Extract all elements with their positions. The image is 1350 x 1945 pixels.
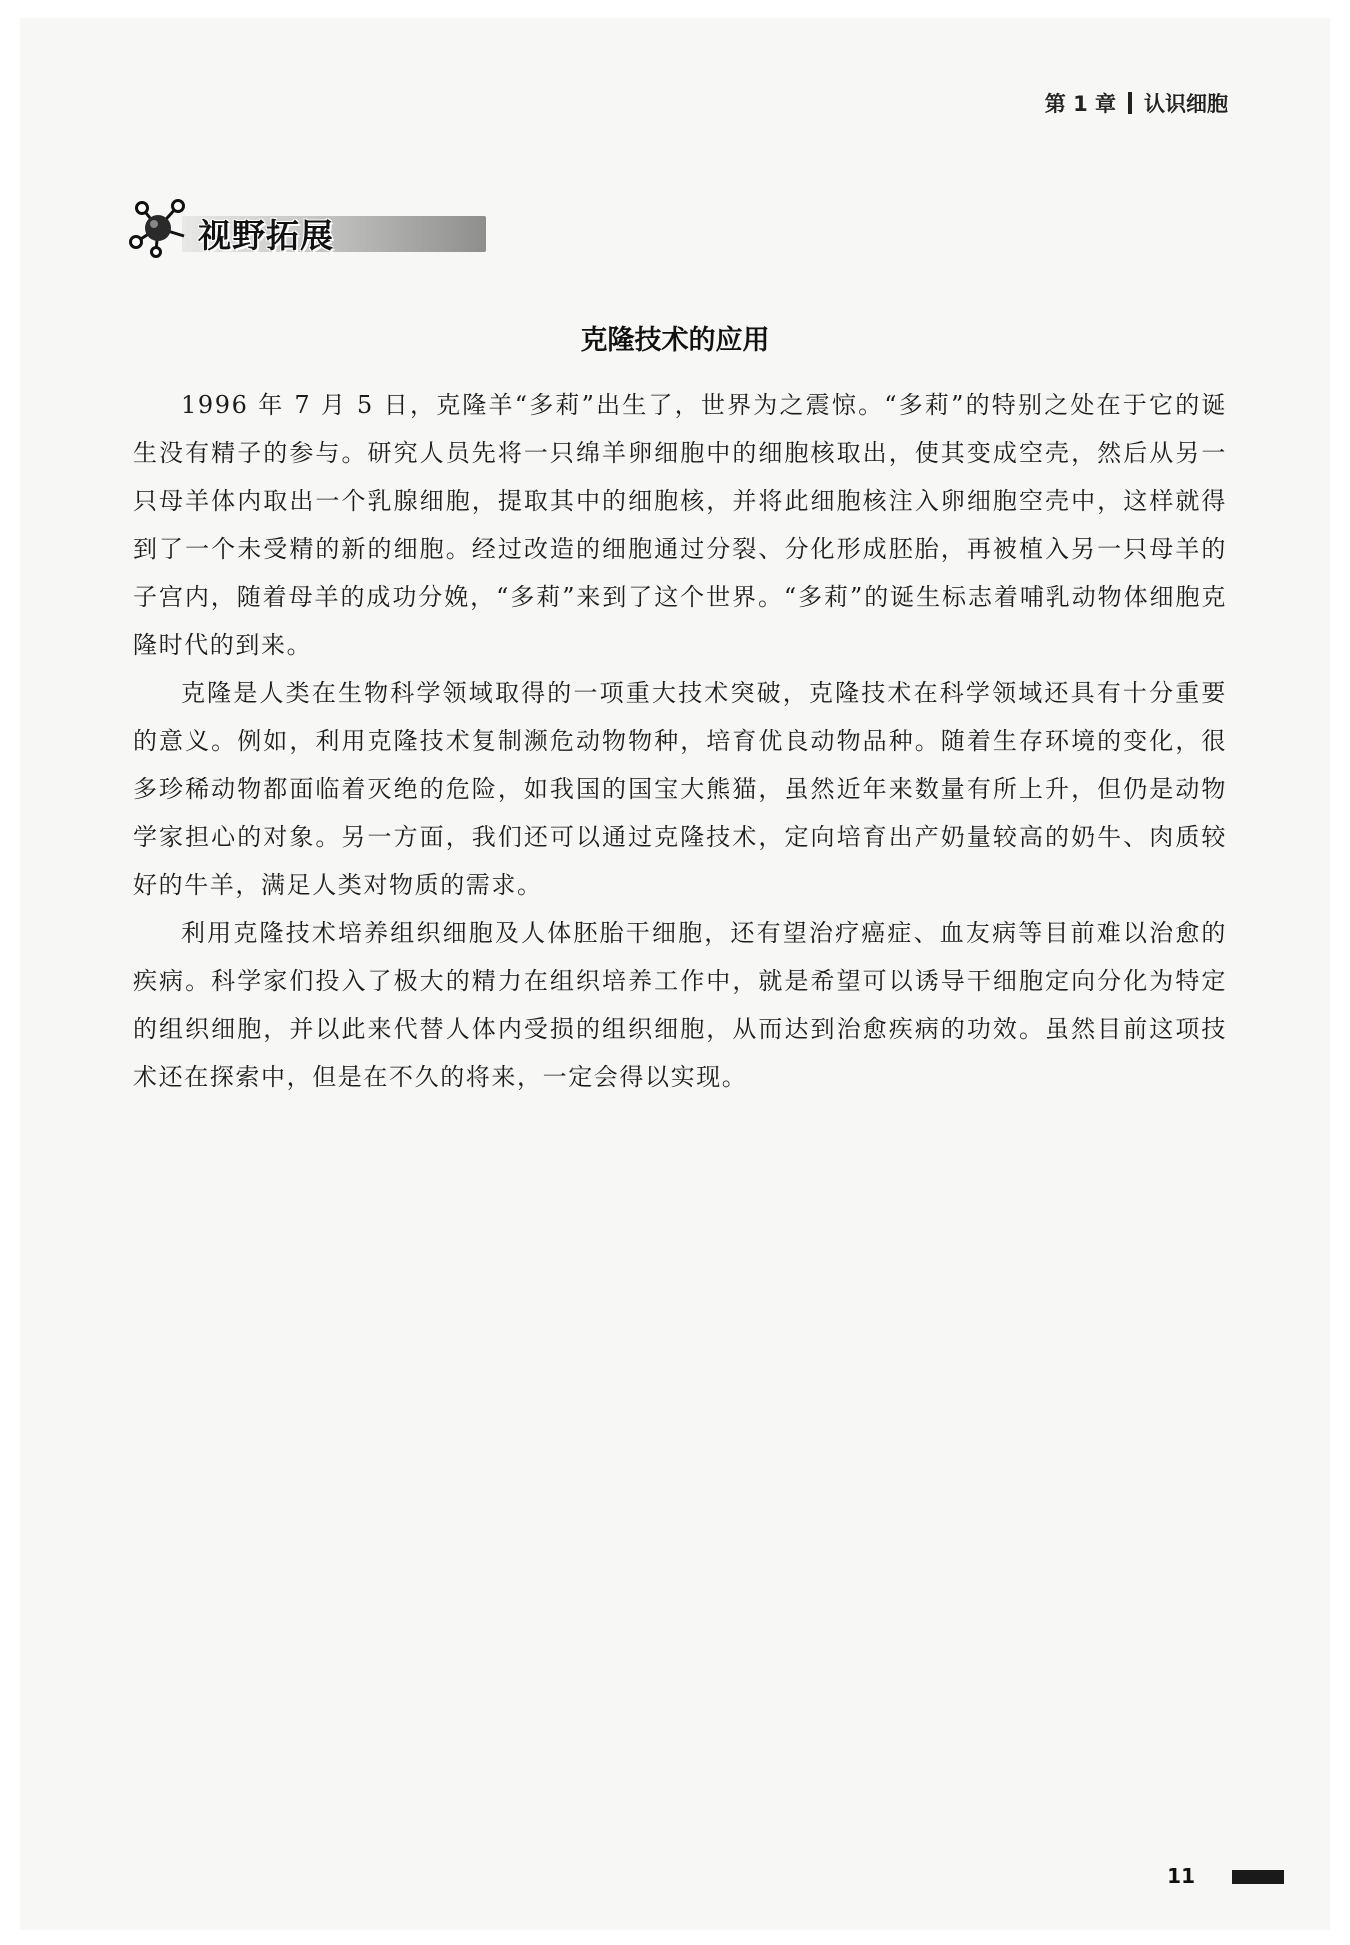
paragraph-medical: 利用克隆技术培养组织细胞及人体胚胎干细胞，还有望治疗癌症、血友病等目前难以治愈的疾病。科学家们投入了极大的精力在组织培养工作中，就是希望可以诱导干细胞定向分化为特定的组织细胞，并以此来代替人体内受损的组织细胞，从而达到治愈疾病的功效。虽然目前这项技术还在探索中，但是在不久的将来，一定会得以实现。 (133, 919, 1227, 1091)
page-number-bar (1232, 1870, 1284, 1884)
section-badge (128, 196, 368, 258)
running-header (1045, 88, 1228, 118)
molecule-icon (128, 196, 208, 258)
header-separator (1128, 92, 1132, 114)
chapter-title: 认识细胞 (1144, 92, 1228, 116)
paragraph-significance: 克隆是人类在生物科学领域取得的一项重大技术突破，克隆技术在科学领域还具有十分重要的意义。例如，利用克隆技术复制濒危动物物种，培育优良动物品种。随着生存环境的变化，很多珍稀动物都面临着灭绝的危险，如我国的国宝大熊猫，虽然近年来数量有所上升，但仍是动物学家担心的对象。另一方面，我们还可以通过克隆技术，定向培育出产奶量较高的奶牛、肉质较好的牛羊，满足人类对物质的需求。 (133, 679, 1227, 899)
article-body (133, 381, 1227, 1101)
article-title: 克隆技术的应用 (580, 325, 770, 356)
paragraph-dolly: 1996 年 7 月 5 日，克隆羊“多莉”出生了，世界为之震惊。“多莉”的特别之处在于它的诞生没有精子的参与。研究人员先将一只绵羊卵细胞中的细胞核取出，使其变成空壳，然后从另一只母羊体内取出一个乳腺细胞，提取其中的细胞核，并将此细胞核注入卵细胞空壳中，这样就得到了一个未受精的新的细胞。经过改造的细胞通过分裂、分化形成胚胎，再被植入另一只母羊的子宫内，随着母羊的成功分娩，“多莉”来到了这个世界。“多莉”的诞生标志着哺乳动物体细胞克隆时代的到来。 (133, 391, 1227, 659)
page-number: 11 (1167, 1864, 1195, 1888)
section-label: 视野拓展 (198, 216, 334, 255)
chapter-number: 第 1 章 (1044, 92, 1116, 116)
